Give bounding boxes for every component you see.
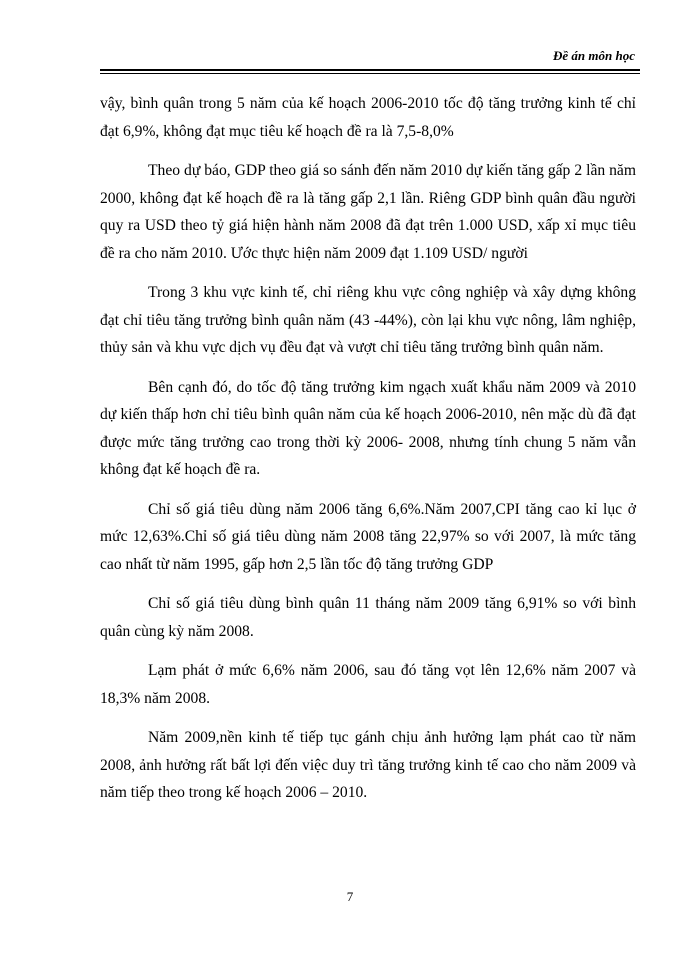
page-number: 7 [346, 889, 354, 904]
paragraph-inflation: Lạm phát ở mức 6,6% năm 2006, sau đó tăng vọt lên 12,6% năm 2007 và 18,3% năm 2008. [100, 662, 636, 707]
paragraph-gdp-forecast: Theo dự báo, GDP theo giá so sánh đến năm 2010 dự kiến tăng gấp 2 lần năm 2000, không đạt kế hoạch đề ra là tăng gấp 2,1 lần. Riêng GDP bình quân đầu người quy ra USD theo tỷ giá hiện hành năm 2008 đã đạt trên 1.000 USD, xấp xỉ mục tiêu đề ra cho năm 2010. Ước thực hiện năm 2009 đạt 1.109 USD/ người [100, 162, 636, 262]
paragraph-cpi-2009: Chỉ số giá tiêu dùng bình quân 11 tháng năm 2009 tăng 6,91% so với bình quân cùng kỳ năm 2008. [100, 595, 636, 640]
body-text [100, 90, 636, 819]
header-title: Đề án môn học [553, 48, 635, 63]
header-rule-thick [100, 69, 640, 71]
paragraph-growth-average: vậy, bình quân trong 5 năm của kế hoạch 2006-2010 tốc độ tăng trưởng kinh tế chỉ đạt 6,9%, không đạt mục tiêu kế hoạch đề ra là 7,5-8,0% [100, 95, 636, 140]
paragraph-economic-sectors: Trong 3 khu vực kinh tế, chỉ riêng khu vực công nghiệp và xây dựng không đạt chỉ tiêu tăng trưởng bình quân năm (43 -44%), còn lại khu vực nông, lâm nghiệp, thủy sản và khu vực dịch vụ đều đạt và vượt chỉ tiêu tăng trưởng bình quân năm. [100, 284, 636, 356]
paragraph-cpi-history: Chỉ số giá tiêu dùng năm 2006 tăng 6,6%.Năm 2007,CPI tăng cao kỉ lục ở mức 12,63%.Chỉ số giá tiêu dùng năm 2008 tăng 22,97% so với 2007, là mức tăng cao nhất từ năm 1995, gấp hơn 2,5 lần tốc độ tăng trưởng GDP [100, 500, 636, 573]
header-rule-thin [100, 73, 640, 74]
paragraph-export-growth: Bên cạnh đó, do tốc độ tăng trưởng kim ngạch xuất khẩu năm 2009 và 2010 dự kiến thấp hơn chỉ tiêu bình quân năm của kế hoạch 2006-2010, nên mặc dù đã đạt được mức tăng trưởng cao trong thời kỳ 2006- 2008, nhưng tính chung 5 năm vẫn không đạt kế hoạch đề ra. [100, 378, 636, 478]
paragraph-2009-impact: Năm 2009,nền kinh tế tiếp tục gánh chịu ảnh hưởng lạm phát cao từ năm 2008, ảnh hưởng rất bất lợi đến việc duy trì tăng trưởng kinh tế cao cho năm 2009 và năm tiếp theo trong kế hoạch 2006 – 2010. [100, 729, 636, 801]
